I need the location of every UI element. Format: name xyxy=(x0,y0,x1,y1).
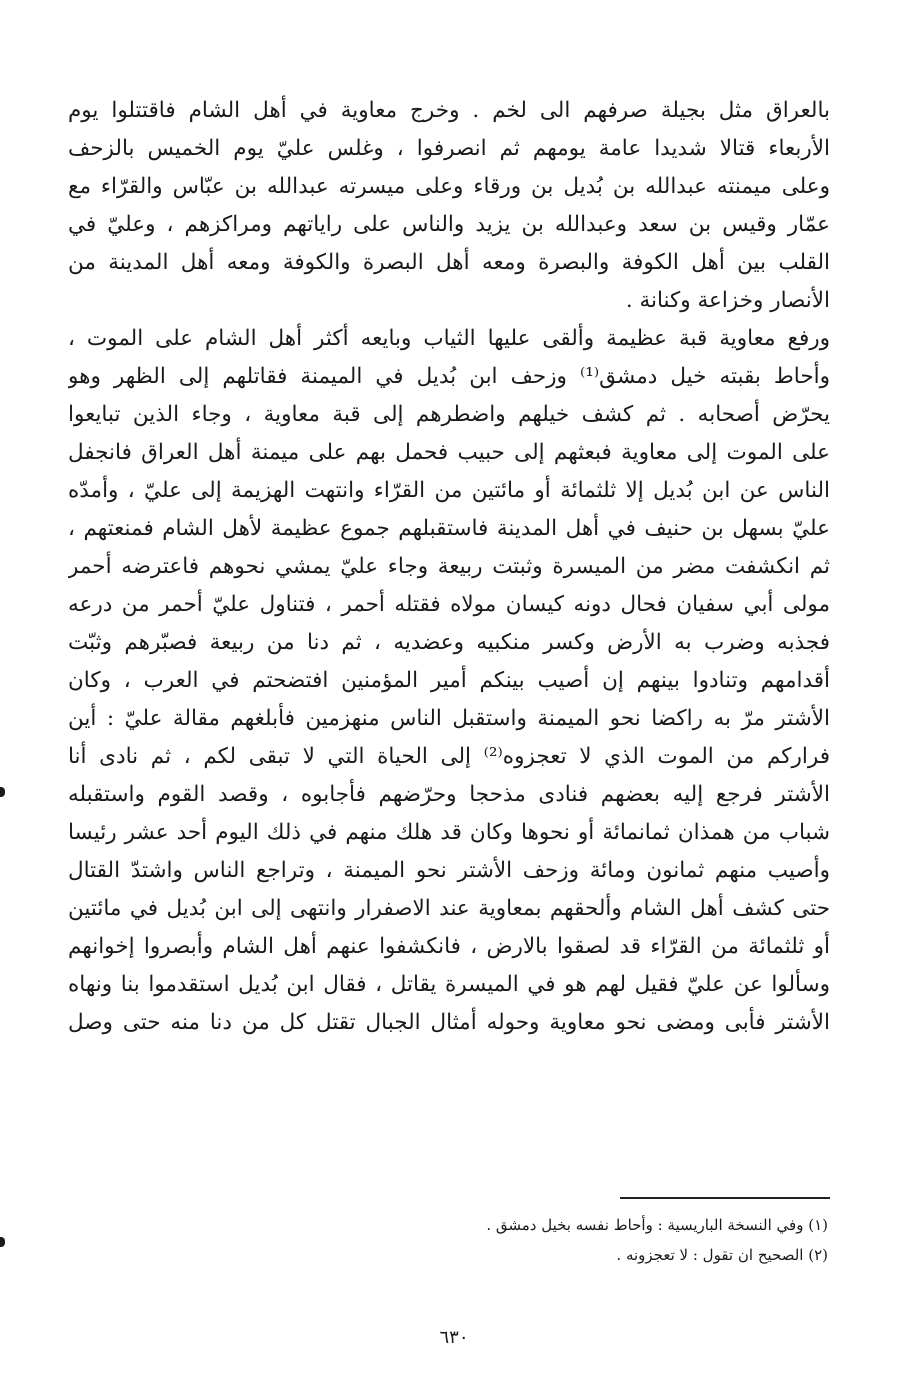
text-line: على الموت إلى معاوية فبعثهم إلى حبيب فحمل بهم على ميمنة أهل العراق فانجفل xyxy=(68,440,830,465)
footnotes-block xyxy=(228,1210,828,1270)
text-line: الأشتر مرّ به راكضا نحو الميمنة واستقبل الناس منهزمين فأبلغهم مقالة عليّ : أين xyxy=(68,706,830,731)
text-line: الأنصار وخزاعة وكنانة . xyxy=(625,288,830,313)
text-line: الأشتر فأبى ومضى نحو معاوية وحوله أمثال الجبال تقتل كل من دنا منه حتى وصل xyxy=(68,1010,830,1035)
text-line: عليّ بسهل بن حنيف في أهل المدينة فاستقبلهم جموع عظيمة لأهل الشام فمنعتهم ، xyxy=(68,516,830,541)
text-line: وسألوا عن عليّ فقيل لهم هو في الميسرة يقاتل ، فقال ابن بُديل استقدموا بنا ونهاه xyxy=(68,972,830,997)
text-line: ورفع معاوية قبة عظيمة وألقى عليها الثياب وبايعه أكثر أهل الشام على الموت ، xyxy=(68,326,830,351)
footnote: (٢) الصحيح ان تقول : لا تعجزونه . xyxy=(616,1246,828,1264)
text-line: الأشتر فرجع إليه بعضهم فنادى مذحجا وحرّضهم فأجابوه ، وقصد القوم واستقبله xyxy=(68,782,830,807)
text-line: حتى كشف أهل الشام وألحقهم بمعاوية عند الاصفرار وانتهى إلى ابن بُديل في مائتين xyxy=(68,896,830,921)
text-line: يحرّض أصحابه . ثم كشف خيلهم واضطرهم إلى قبة معاوية ، وجاء الذين تبايعوا xyxy=(68,402,830,427)
margin-scan-mark xyxy=(0,787,5,797)
main-text-block xyxy=(68,92,830,1042)
text-line: ثم انكشفت مضر من الميسرة وثبتت ربيعة وجاء عليّ يمشي نحوهم فاعترضه أحمر xyxy=(68,554,830,579)
text-line: وأحاط بقبته خيل دمشق⁽¹⁾ وزحف ابن بُديل في الميمنة فقاتلهم إلى الظهر وهو xyxy=(68,364,830,389)
text-line: أقدامهم وتنادوا بينهم إن أصيب بينكم أمير المؤمنين افتضحتم في العرب ، وكان xyxy=(68,668,830,693)
footnote: (١) وفي النسخة الباريسية : وأحاط نفسه بخيل دمشق . xyxy=(486,1216,828,1234)
text-line: مولى أبي سفيان فحال دونه كيسان مولاه فقتله أحمر ، فتناول عليّ أحمر من درعه xyxy=(68,592,830,617)
text-line: عمّار وقيس بن سعد وعبدالله بن يزيد والناس على راياتهم ومراكزهم ، وعليّ في xyxy=(68,212,830,237)
text-line: الأربعاء قتالا شديدا عامة يومهم ثم انصرفوا ، وغلس عليّ يوم الخميس بالزحف xyxy=(68,136,830,161)
text-line: بالعراق مثل بجيلة صرفهم الى لخم . وخرج معاوية في أهل الشام فاقتتلوا يوم xyxy=(68,98,830,123)
text-line: أو ثلثمائة من القرّاء قد لصقوا بالارض ، فانكشفوا عنهم أهل الشام وأبصروا إخوانهم xyxy=(68,934,830,959)
margin-scan-mark xyxy=(0,1237,5,1247)
page-number: ٦٣٠ xyxy=(439,1327,469,1348)
text-line: الناس عن ابن بُديل إلا ثلثمائة أو مائتين من القرّاء وانتهت الهزيمة إلى عليّ ، وأمدّه xyxy=(68,478,830,503)
text-line: فراركم من الموت الذي لا تعجزوه⁽²⁾ إلى الحياة التي لا تبقى لكم ، ثم نادى أنا xyxy=(68,744,830,769)
text-line: فجذبه وضرب به الأرض وكسر منكبيه وعضديه ، ثم دنا من ربيعة فصبّرهم وثبّت xyxy=(68,630,830,655)
text-line: وأصيب منهم ثمانون ومائة وزحف الأشتر نحو الميمنة ، وتراجع الناس واشتدّ القتال xyxy=(68,858,830,883)
text-line: وعلى ميمنته عبدالله بن بُديل بن ورقاء وعلى ميسرته عبدالله بن عبّاس والقرّاء مع xyxy=(68,174,830,199)
text-line: القلب بين أهل الكوفة والبصرة ومعه أهل البصرة والكوفة ومعه أهل المدينة من xyxy=(68,250,830,275)
text-line: شباب من همذان ثمانمائة أو نحوها وكان قد هلك منهم في ذلك اليوم أحد عشر رئيسا xyxy=(68,820,830,845)
footnote-divider xyxy=(620,1197,830,1199)
